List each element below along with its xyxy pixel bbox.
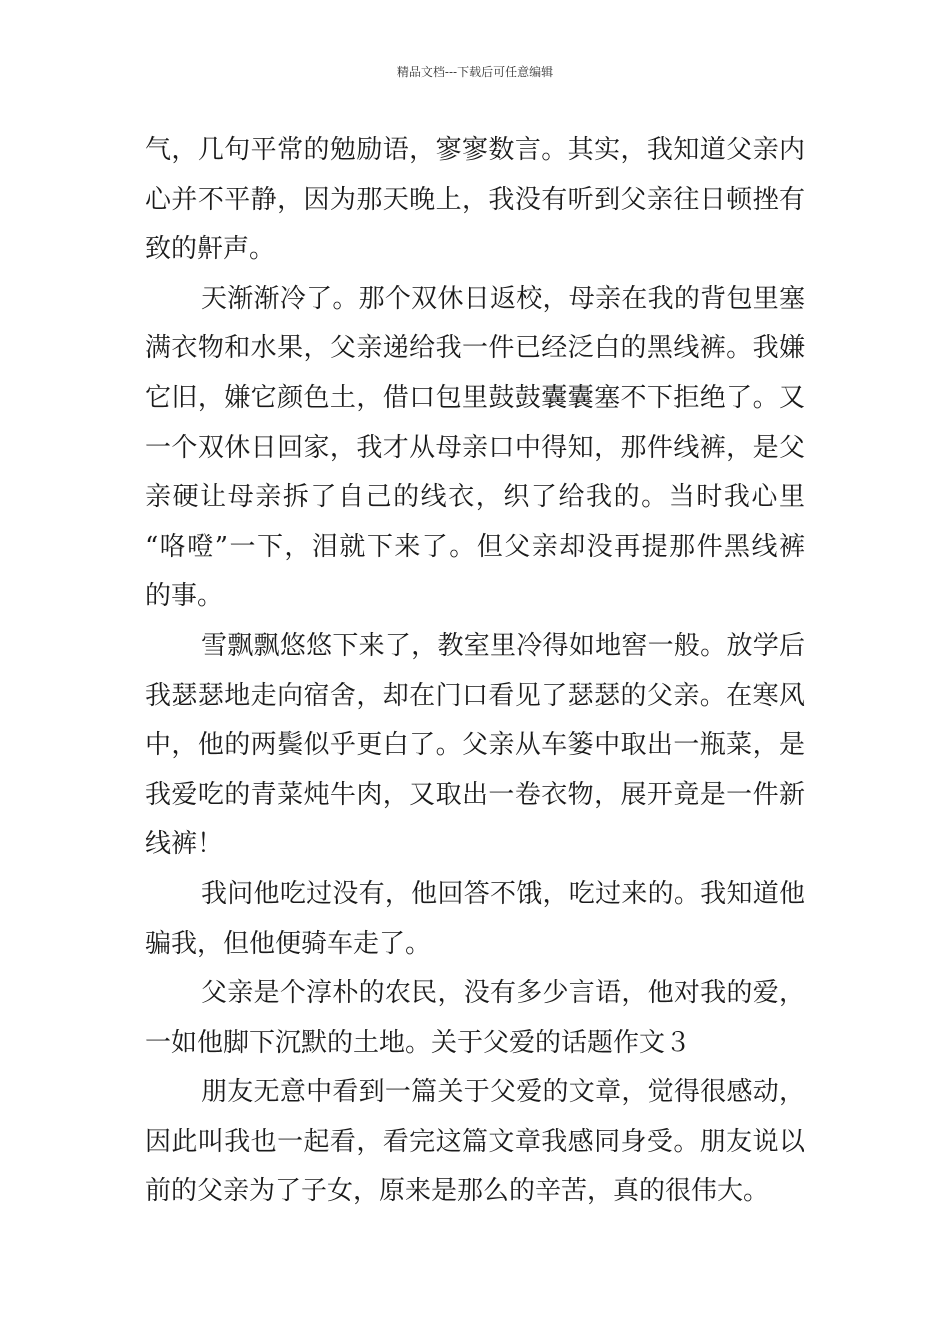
text-line: 天渐渐冷了。那个双休日返校，母亲在我的背包里塞 [201,283,805,314]
text-line: 父亲是个淳朴的农民，没有多少言语，他对我的爱， [201,978,805,1009]
text-line: 满衣物和水果，父亲递给我一件已经泛白的黑线裤。我嫌 [145,333,805,364]
text-line: 气，几句平常的勉励语，寥寥数言。其实，我知道父亲内 [145,135,805,165]
text-line: 它旧，嫌它颜色土，借口包里鼓鼓囊囊塞不下拒绝了。又 [145,382,805,413]
text-line: 的事。 [145,581,224,612]
text-line: 我问他吃过没有，他回答不饿，吃过来的。我知道他 [201,878,805,909]
text-line: 因此叫我也一起看，看完这篇文章我感同身受。朋友说以 [145,1126,805,1157]
text-line: 中，他的两鬓似乎更白了。父亲从车篓中取出一瓶菜，是 [145,730,805,761]
text-line: 前的父亲为了子女，原来是那么的辛苦，真的很伟大。 [145,1176,770,1207]
text-line: “咯噔”一下，泪就下来了。但父亲却没再提那件黑线裤 [145,531,805,562]
page-header: 精品文档---下载后可任意编辑 [396,65,554,79]
text-line: 我爱吃的青菜炖牛肉，又取出一卷衣物，展开竟是一件新 [145,779,805,810]
text-line: 心并不平静，因为那天晚上，我没有听到父亲往日顿挫有 [145,184,805,215]
text-line: 骗我，但他便骑车走了。 [145,928,432,959]
text-line: 一个双休日回家，我才从母亲口中得知，那件线裤，是父 [145,432,805,463]
text-line: 雪飘飘悠悠下来了，教室里冷得如地窖一般。放学后 [201,630,805,661]
text-line: 致的鼾声。 [145,234,276,265]
text-line: 朋友无意中看到一篇关于父爱的文章，觉得很感动， [201,1077,805,1108]
text-line: 我瑟瑟地走向宿舍，却在门口看见了瑟瑟的父亲。在寒风 [145,680,805,711]
text-line: 一如他脚下沉默的土地。关于父爱的话题作文３ [145,1027,692,1058]
text-line: 线裤！ [145,829,224,860]
document-body [145,126,805,1217]
text-line: 亲硬让母亲拆了自己的线衣，织了给我的。当时我心里 [145,482,805,513]
